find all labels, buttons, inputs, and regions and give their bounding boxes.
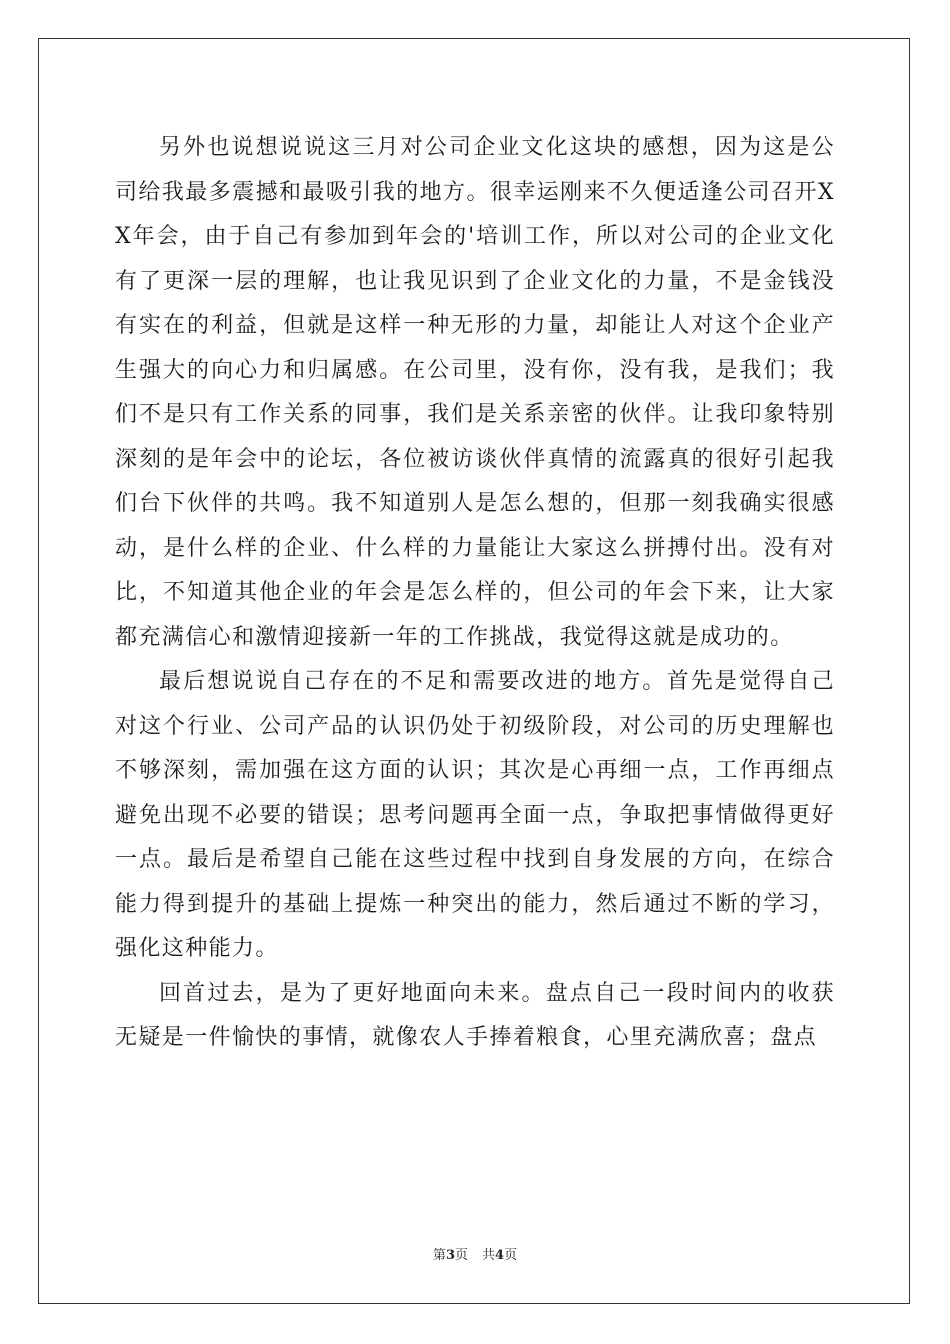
- page-number: [433, 1248, 468, 1263]
- paragraph-looking-back: 回首过去，是为了更好地面向未来。盘点自己一段时间内的收获无疑是一件愉快的事情，就像农人手捧着粮食，心里充满欣喜；盘点: [115, 980, 835, 1050]
- page-current: 3: [445, 1248, 455, 1263]
- document-body: [115, 126, 835, 1061]
- page-total-count: 4: [495, 1248, 505, 1263]
- page-prefix: 第: [432, 1248, 446, 1263]
- paragraph-corporate-culture: 另外也说想说说这三月对公司企业文化这块的感想，因为这是公司给我最多震撼和最吸引我的地方。很幸运刚来不久便适逢公司召开XX年会，由于自己有参加到年会的'培训工作，所以对公司的企业文化有了更深一层的理解，也让我见识到了企业文化的力量，不是金钱没有实在的利益，但就是这样一种无形的力量，却能让人对这个企业产生强大的向心力和归属感。在公司里，没有你，没有我，是我们；我们不是只有工作关系的同事，我们是关系亲密的伙伴。让我印象特别深刻的是年会中的论坛，各位被访谈伙伴真情的流露真的很好引起我们台下伙伴的共鸣。我不知道别人是怎么想的，但那一刻我确实很感动，是什么样的企业、什么样的力量能让大家这么拼搏付出。没有对比，不知道其他企业的年会是怎么样的，但公司的年会下来，让大家都充满信心和激情迎接新一年的工作挑战，我觉得这就是成功的。: [115, 135, 835, 650]
- page-total: [482, 1248, 517, 1263]
- total-prefix: 共: [482, 1248, 496, 1263]
- page-unit: 页: [454, 1248, 468, 1263]
- paragraph-shortcomings: 最后想说说自己存在的不足和需要改进的地方。首先是觉得自己对这个行业、公司产品的认识仍处于初级阶段，对公司的历史理解也不够深刻，需加强在这方面的认识；其次是心再细一点，工作再细点避免出现不必要的错误；思考问题再全面一点，争取把事情做得更好一点。最后是希望自己能在这些过程中找到自身发展的方向，在综合能力得到提升的基础上提炼一种突出的能力，然后通过不断的学习，强化这种能力。: [115, 669, 835, 961]
- total-unit: 页: [504, 1248, 518, 1263]
- page-footer: [0, 1244, 950, 1263]
